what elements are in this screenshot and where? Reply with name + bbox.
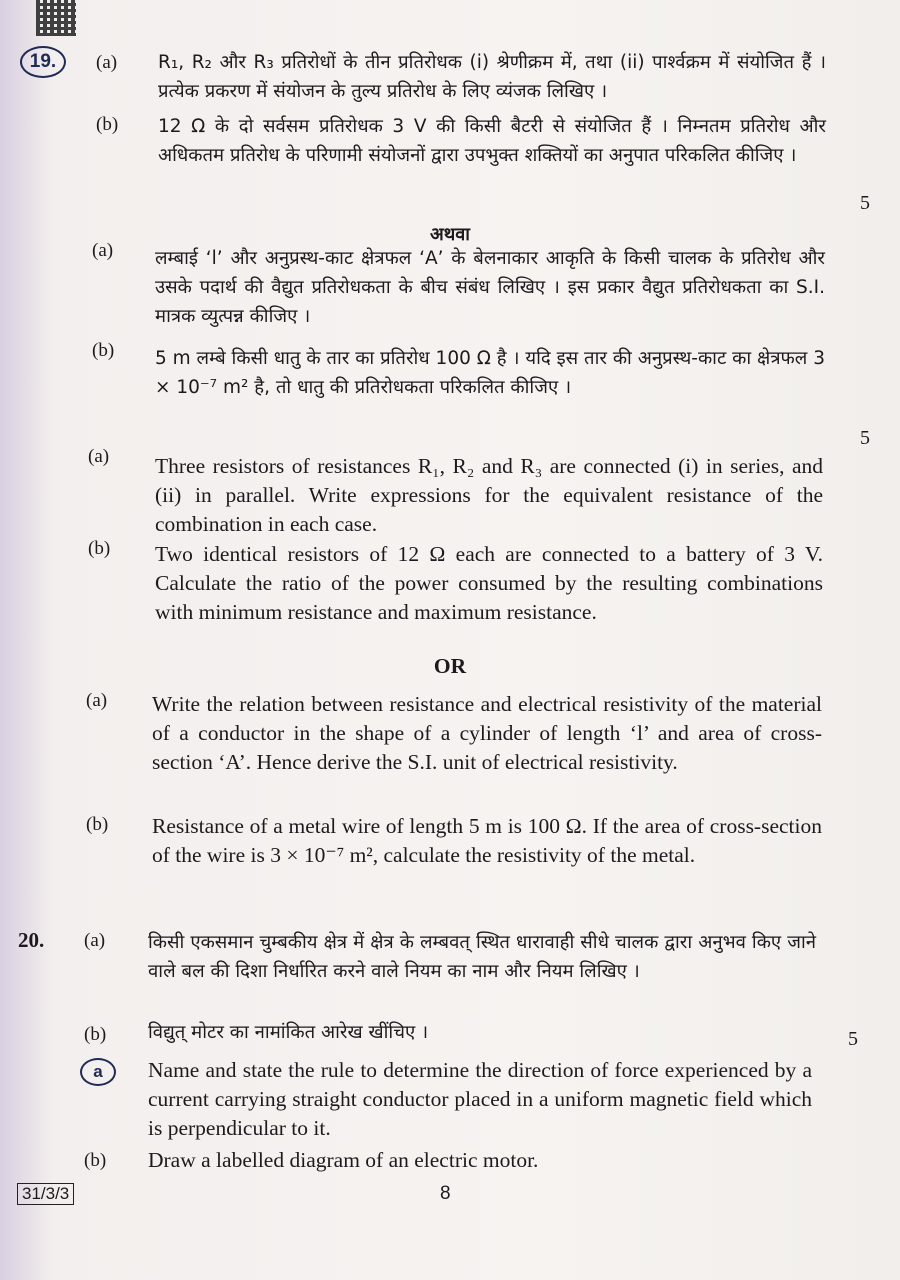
paper-code: 31/3/3 [17,1183,74,1205]
q19-or-english: OR [433,654,467,678]
q20-hi-a-label: (a) [84,930,106,951]
q20-number: 20. [18,928,45,952]
q19-en-a-label: (a) [88,446,110,467]
q19-marks-2: 5 [860,427,870,449]
q19-en-or-b-text: Resistance of a metal wire of length 5 m is 100 Ω. If the area of cross-section of the wire is 3 × 10⁻⁷ m², calculate the resistivity of the metal. [152,814,822,867]
q19-hi-or-a-text: लम्बाई ‘l’ और अनुप्रस्थ-काट क्षेत्रफल ‘A’ के बेलनाकार आकृति के किसी चालक के प्रतिरोध और उसके पदार्थ की वैद्युत प्रतिरोधकता के बीच संबंध लिखिए । इस प्रकार वैद्युत प्रतिरोधकता का S.I. मात्रक व्युत्पन्न कीजिए । [155,248,825,327]
page-number: 8 [440,1183,451,1204]
q19-hi-a-label: (a) [96,52,118,73]
q19-hi-b-label: (b) [96,114,119,135]
q19-hi-or-a-label: (a) [92,240,114,261]
q20-marks: 5 [848,1028,858,1050]
q19-en-or-a-text: Write the relation between resistance and electrical resistivity of the material of a conductor in the shape of a cylinder of length ‘l’ and area of cross-section ‘A’. Hence derive the S.I. unit of electrical resistivity. [152,692,822,774]
q19-hi-b-text: 12 Ω के दो सर्वसम प्रतिरोधक 3 V की किसी बैटरी से संयोजित हैं । निम्नतम प्रतिरोध और अधिकतम प्रतिरोध के परिणामी संयोजनों द्वारा उपभुक्त शक्तियों का अनुपात परिकलित कीजिए । [158,116,826,166]
q19-en-b-label: (b) [88,538,111,559]
q20-hi-b-text: विद्युत् मोटर का नामांकित आरेख खींचिए । [148,1022,429,1043]
q20-en-a-label: a [80,1058,116,1086]
qr-code [36,0,76,36]
q20-en-b-label: (b) [84,1150,107,1171]
q19-en-or-a-label: (a) [86,690,108,711]
q19-or-hindi: अथवा [430,224,470,245]
q19-en-a-text: Three resistors of resistances R₁, R₂ and R₃ are connected (i) in series, and (ii) in parallel. Write expressions for the equivalent resistance of the combination in each case. [155,454,823,536]
q20-hi-a-text: किसी एकसमान चुम्बकीय क्षेत्र में क्षेत्र के लम्बवत् स्थित धारावाही सीधे चालक द्वारा अनुभव किए जाने वाले बल की दिशा निर्धारित करने वाले नियम का नाम और नियम लिखिए । [148,932,816,982]
q19-number: 19. [20,46,66,78]
q19-hi-or-b-label: (b) [92,340,115,361]
q20-hi-b-label: (b) [84,1024,107,1045]
q20-en-a-text: Name and state the rule to determine the direction of force experienced by a current carrying straight conductor placed in a uniform magnetic field which is perpendicular to it. [148,1058,812,1140]
q19-en-or-b-label: (b) [86,814,109,835]
q19-marks-1: 5 [860,192,870,214]
q19-hi-a-text: R₁, R₂ और R₃ प्रतिरोधों के तीन प्रतिरोधक (i) श्रेणीक्रम में, तथा (ii) पार्श्वक्रम में संयोजित हैं । प्रत्येक प्रकरण में संयोजन के तुल्य प्रतिरोध के लिए व्यंजक लिखिए । [158,52,826,102]
q19-hi-or-b-text: 5 m लम्बे किसी धातु के तार का प्रतिरोध 100 Ω है । यदि इस तार की अनुप्रस्थ-काट का क्षेत्रफल 3 × 10⁻⁷ m² है, तो धातु की प्रतिरोधकता परिकलित कीजिए । [155,348,825,398]
q20-en-b-text: Draw a labelled diagram of an electric motor. [148,1148,539,1172]
q19-en-b-text: Two identical resistors of 12 Ω each are connected to a battery of 3 V. Calculate the ratio of the power consumed by the resulting combinations with minimum resistance and maximum resistance. [155,542,823,624]
